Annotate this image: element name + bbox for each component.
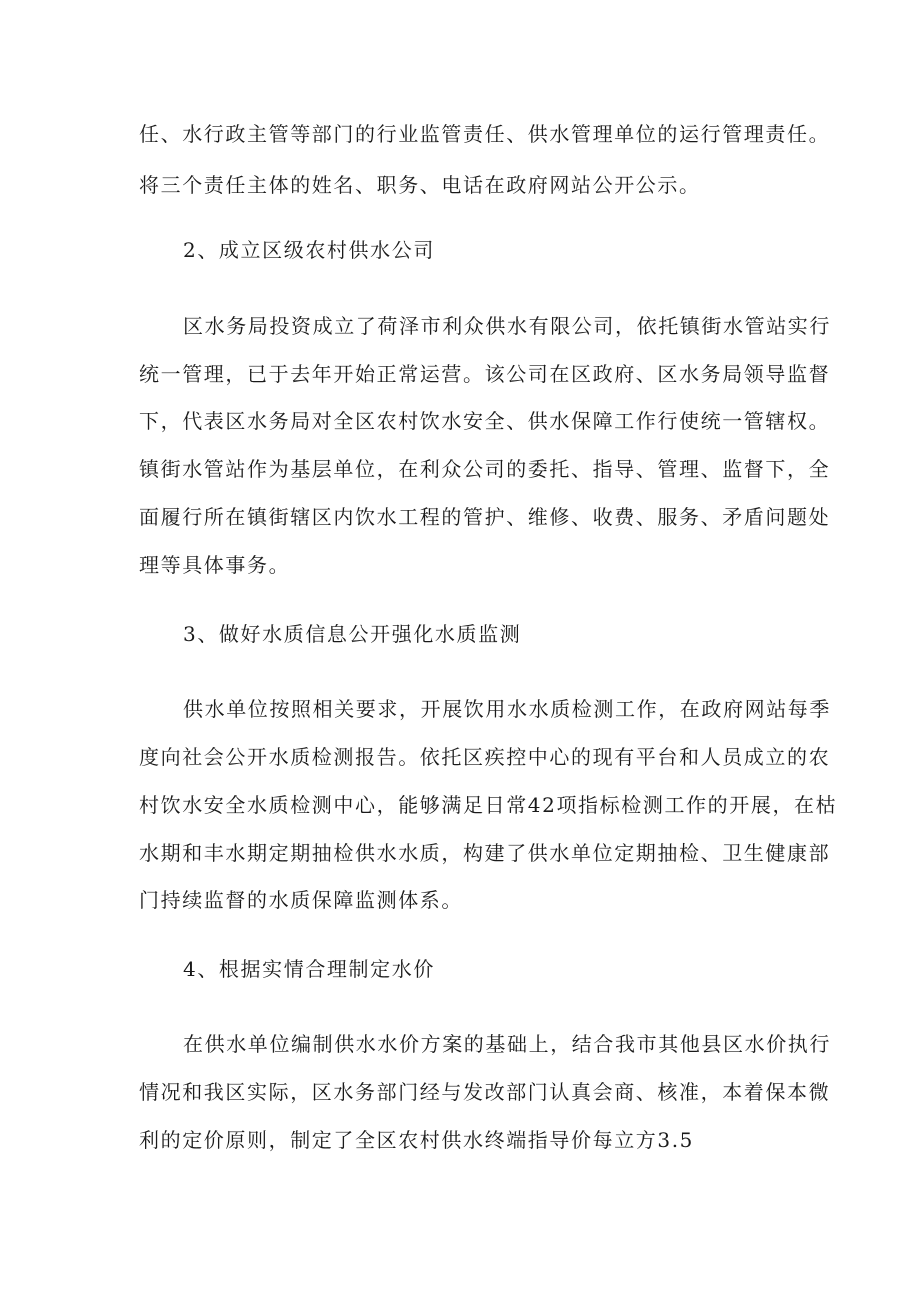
paragraph-line: 理等具体事务。 xyxy=(139,553,291,577)
paragraph-line: 镇街水管站作为基层单位，在利众公司的委托、指导、管理、监督下，全 xyxy=(139,457,831,481)
section-heading: 3、做好水质信息公开强化水质监测 xyxy=(183,622,522,646)
paragraph-line: 将三个责任主体的姓名、职务、电话在政府网站公开公示。 xyxy=(139,173,701,197)
paragraph-line: 面履行所在镇街辖区内饮水工程的管护、维修、收费、服务、矛盾问题处 xyxy=(139,505,831,529)
paragraph-line: 在供水单位编制供水水价方案的基础上，结合我市其他县区水价执行 xyxy=(183,1032,831,1056)
paragraph-line: 水期和丰水期定期抽检供水水质，构建了供水单位定期抽检、卫生健康部 xyxy=(139,841,831,865)
paragraph-line: 门持续监督的水质保障监测体系。 xyxy=(139,888,463,912)
paragraph-line: 利的定价原则，制定了全区农村供水终端指导价每立方3.5 xyxy=(139,1128,695,1152)
paragraph-line: 统一管理，已于去年开始正常运营。该公司在区政府、区水务局领导监督 xyxy=(139,362,831,386)
paragraph-line: 任、水行政主管等部门的行业监管责任、供水管理单位的运行管理责任。 xyxy=(139,122,831,146)
section-heading: 4、根据实情合理制定水价 xyxy=(183,957,435,981)
paragraph-line: 供水单位按照相关要求，开展饮用水水质检测工作，在政府网站每季 xyxy=(183,697,831,721)
paragraph-line: 度向社会公开水质检测报告。依托区疾控中心的现有平台和人员成立的农 xyxy=(139,745,831,769)
paragraph-line: 情况和我区实际，区水务部门经与发改部门认真会商、核准，本着保本微 xyxy=(139,1080,831,1104)
paragraph-line: 区水务局投资成立了荷泽市利众供水有限公司，依托镇街水管站实行 xyxy=(183,314,831,338)
section-heading: 2、成立区级农村供水公司 xyxy=(183,238,435,262)
paragraph-line: 下，代表区水务局对全区农村饮水安全、供水保障工作行使统一管辖权。 xyxy=(139,409,831,433)
paragraph-line: 村饮水安全水质检测中心，能够满足日常42项指标检测工作的开展，在枯 xyxy=(139,793,838,817)
